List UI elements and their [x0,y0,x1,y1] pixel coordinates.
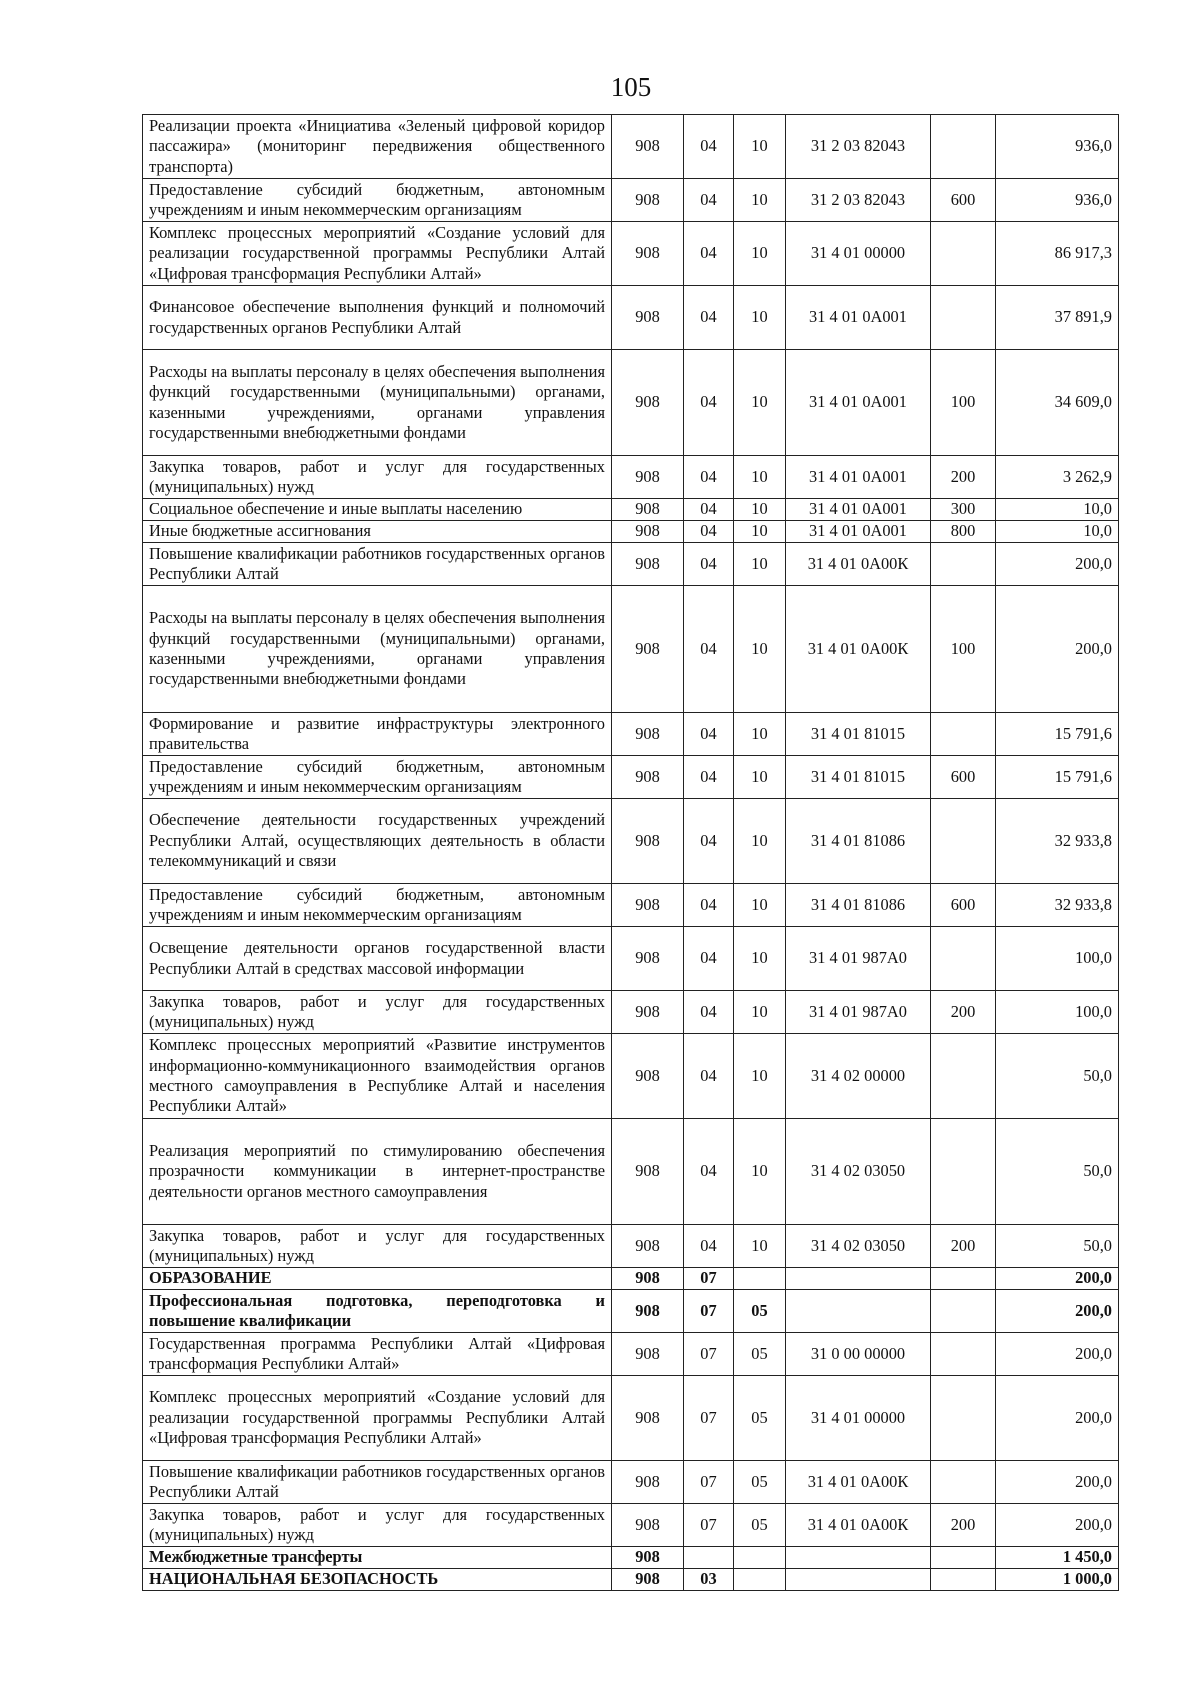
subsection-code-cell: 10 [734,713,786,756]
target-article-cell: 31 2 03 82043 [786,115,931,179]
amount-cell: 34 609,0 [996,350,1119,456]
section-code-cell: 04 [684,991,734,1034]
amount-cell: 100,0 [996,927,1119,991]
subsection-code-cell: 10 [734,1225,786,1268]
expense-type-cell [931,1376,996,1461]
table-row [143,1225,1119,1268]
ministry-code-cell: 908 [612,586,684,713]
amount-cell: 200,0 [996,543,1119,586]
amount-cell: 37 891,9 [996,286,1119,350]
subsection-code-cell: 10 [734,222,786,286]
ministry-code-cell: 908 [612,1034,684,1119]
expense-name-cell: Государственная программа Республики Алтай «Цифровая трансформация Республики Алтай» [143,1333,612,1376]
section-code-cell: 04 [684,1119,734,1225]
ministry-code-cell: 908 [612,1268,684,1290]
ministry-code-cell: 908 [612,713,684,756]
amount-cell: 50,0 [996,1034,1119,1119]
expense-type-cell [931,1290,996,1333]
table-row [143,927,1119,991]
subsection-code-cell: 10 [734,543,786,586]
subsection-code-cell [734,1569,786,1591]
section-code-cell: 04 [684,350,734,456]
amount-cell: 200,0 [996,1376,1119,1461]
section-code-cell: 04 [684,586,734,713]
target-article-cell: 31 4 01 0А001 [786,350,931,456]
ministry-code-cell: 908 [612,1504,684,1547]
target-article-cell: 31 4 02 03050 [786,1225,931,1268]
target-article-cell: 31 4 01 987А0 [786,927,931,991]
table-row [143,756,1119,799]
expense-name-cell: Расходы на выплаты персоналу в целях обеспечения выполнения функций государственными (муниципальными) органами, казенными учреждениями, органами управления государственными внебюджетными фондами [143,586,612,713]
amount-cell: 10,0 [996,499,1119,521]
amount-cell: 200,0 [996,1268,1119,1290]
target-article-cell [786,1290,931,1333]
subsection-code-cell: 10 [734,756,786,799]
expense-type-cell: 100 [931,350,996,456]
ministry-code-cell: 908 [612,1376,684,1461]
table-row [143,713,1119,756]
section-code-cell: 04 [684,713,734,756]
table-row [143,1504,1119,1547]
target-article-cell: 31 4 01 81015 [786,756,931,799]
ministry-code-cell: 908 [612,756,684,799]
expense-type-cell: 200 [931,1225,996,1268]
expense-type-cell [931,1547,996,1569]
expense-type-cell: 200 [931,1504,996,1547]
expense-type-cell [931,286,996,350]
ministry-code-cell: 908 [612,1225,684,1268]
amount-cell: 15 791,6 [996,713,1119,756]
amount-cell: 32 933,8 [996,799,1119,884]
expense-name-cell: Межбюджетные трансферты [143,1547,612,1569]
ministry-code-cell: 908 [612,1119,684,1225]
expense-type-cell: 100 [931,586,996,713]
amount-cell: 1 450,0 [996,1547,1119,1569]
table-row [143,586,1119,713]
amount-cell: 200,0 [996,1333,1119,1376]
subsection-code-cell: 10 [734,350,786,456]
expense-type-cell [931,1461,996,1504]
table-row [143,222,1119,286]
subsection-code-cell: 10 [734,179,786,222]
table-row [143,884,1119,927]
expense-name-cell: Предоставление субсидий бюджетным, автономным учреждениям и иным некоммерческим организациям [143,179,612,222]
expense-type-cell [931,1268,996,1290]
expense-type-cell [931,222,996,286]
table-row [143,115,1119,179]
table-row [143,1290,1119,1333]
table-row [143,499,1119,521]
table-row [143,1461,1119,1504]
subsection-code-cell: 10 [734,991,786,1034]
ministry-code-cell: 908 [612,286,684,350]
section-code-cell: 04 [684,115,734,179]
section-code-cell: 04 [684,756,734,799]
subsection-code-cell: 10 [734,521,786,543]
section-code-cell: 07 [684,1290,734,1333]
section-code-cell: 04 [684,179,734,222]
subsection-code-cell: 05 [734,1333,786,1376]
table-row [143,799,1119,884]
amount-cell: 936,0 [996,179,1119,222]
expense-type-cell [931,1119,996,1225]
expense-name-cell: Комплекс процессных мероприятий «Развитие инструментов информационно-коммуникационного взаимодействия органов местного самоуправления в Республике Алтай и населения Республики Алтай» [143,1034,612,1119]
expense-type-cell [931,713,996,756]
target-article-cell: 31 4 01 0А001 [786,286,931,350]
expense-name-cell: Реализация мероприятий по стимулированию обеспечения прозрачности коммуникации в интернет-пространстве деятельности органов местного самоуправления [143,1119,612,1225]
ministry-code-cell: 908 [612,179,684,222]
target-article-cell: 31 4 01 0А001 [786,499,931,521]
expense-type-cell: 600 [931,756,996,799]
subsection-code-cell [734,1268,786,1290]
section-code-cell: 04 [684,286,734,350]
subsection-code-cell: 10 [734,884,786,927]
section-code-cell: 07 [684,1504,734,1547]
expense-name-cell: Профессиональная подготовка, переподготовка и повышение квалификации [143,1290,612,1333]
expense-name-cell: Иные бюджетные ассигнования [143,521,612,543]
expense-name-cell: Закупка товаров, работ и услуг для государственных (муниципальных) нужд [143,1225,612,1268]
target-article-cell: 31 4 01 987А0 [786,991,931,1034]
target-article-cell: 31 4 01 0А00К [786,1504,931,1547]
amount-cell: 200,0 [996,1290,1119,1333]
ministry-code-cell: 908 [612,1461,684,1504]
table-row [143,1333,1119,1376]
amount-cell: 15 791,6 [996,756,1119,799]
expense-type-cell [931,799,996,884]
table-row [143,521,1119,543]
subsection-code-cell: 10 [734,1034,786,1119]
expense-type-cell [931,543,996,586]
ministry-code-cell: 908 [612,884,684,927]
subsection-code-cell: 10 [734,286,786,350]
amount-cell: 1 000,0 [996,1569,1119,1591]
target-article-cell: 31 4 01 0А001 [786,521,931,543]
expense-name-cell: Комплекс процессных мероприятий «Создание условий для реализации государственной программы Республики Алтай «Цифровая трансформация Республики Алтай» [143,1376,612,1461]
amount-cell: 3 262,9 [996,456,1119,499]
section-code-cell: 07 [684,1333,734,1376]
target-article-cell: 31 0 00 00000 [786,1333,931,1376]
subsection-code-cell: 10 [734,799,786,884]
table-row [143,1268,1119,1290]
subsection-code-cell: 05 [734,1461,786,1504]
subsection-code-cell: 05 [734,1504,786,1547]
amount-cell: 86 917,3 [996,222,1119,286]
ministry-code-cell: 908 [612,927,684,991]
ministry-code-cell: 908 [612,991,684,1034]
table-row [143,179,1119,222]
expense-name-cell: ОБРАЗОВАНИЕ [143,1268,612,1290]
expense-type-cell [931,115,996,179]
table-row [143,350,1119,456]
expense-name-cell: Социальное обеспечение и иные выплаты населению [143,499,612,521]
expense-name-cell: Повышение квалификации работников государственных органов Республики Алтай [143,1461,612,1504]
section-code-cell: 04 [684,1225,734,1268]
section-code-cell: 03 [684,1569,734,1591]
expense-type-cell: 600 [931,884,996,927]
ministry-code-cell: 908 [612,1547,684,1569]
target-article-cell [786,1547,931,1569]
target-article-cell [786,1569,931,1591]
section-code-cell: 04 [684,521,734,543]
section-code-cell: 07 [684,1268,734,1290]
section-code-cell: 04 [684,499,734,521]
expense-type-cell [931,1333,996,1376]
section-code-cell: 04 [684,222,734,286]
amount-cell: 200,0 [996,1461,1119,1504]
table-row [143,991,1119,1034]
ministry-code-cell: 908 [612,1569,684,1591]
ministry-code-cell: 908 [612,115,684,179]
section-code-cell: 04 [684,884,734,927]
subsection-code-cell: 10 [734,456,786,499]
ministry-code-cell: 908 [612,1333,684,1376]
expense-name-cell: Формирование и развитие инфраструктуры электронного правительства [143,713,612,756]
expense-type-cell [931,927,996,991]
amount-cell: 32 933,8 [996,884,1119,927]
subsection-code-cell [734,1547,786,1569]
subsection-code-cell: 10 [734,927,786,991]
ministry-code-cell: 908 [612,1290,684,1333]
table-row [143,1547,1119,1569]
amount-cell: 50,0 [996,1225,1119,1268]
amount-cell: 200,0 [996,1504,1119,1547]
expense-name-cell: Предоставление субсидий бюджетным, автономным учреждениям и иным некоммерческим организациям [143,884,612,927]
expense-type-cell: 300 [931,499,996,521]
ministry-code-cell: 908 [612,799,684,884]
expense-type-cell: 200 [931,991,996,1034]
section-code-cell: 07 [684,1376,734,1461]
budget-table [142,114,1119,1591]
section-code-cell: 04 [684,799,734,884]
target-article-cell: 31 4 01 81086 [786,799,931,884]
section-code-cell [684,1547,734,1569]
section-code-cell: 04 [684,543,734,586]
expense-name-cell: Финансовое обеспечение выполнения функций и полномочий государственных органов Республики Алтай [143,286,612,350]
expense-name-cell: Повышение квалификации работников государственных органов Республики Алтай [143,543,612,586]
budget-table-body [143,115,1119,1591]
table-row [143,1376,1119,1461]
expense-name-cell: Закупка товаров, работ и услуг для государственных (муниципальных) нужд [143,991,612,1034]
section-code-cell: 07 [684,1461,734,1504]
section-code-cell: 04 [684,1034,734,1119]
table-row [143,456,1119,499]
expense-name-cell: Закупка товаров, работ и услуг для государственных (муниципальных) нужд [143,1504,612,1547]
expense-name-cell: Расходы на выплаты персоналу в целях обеспечения выполнения функций государственными (муниципальными) органами, казенными учреждениями, органами управления государственными внебюджетными фондами [143,350,612,456]
section-code-cell: 04 [684,927,734,991]
amount-cell: 936,0 [996,115,1119,179]
subsection-code-cell: 10 [734,586,786,713]
target-article-cell: 31 4 01 81086 [786,884,931,927]
amount-cell: 10,0 [996,521,1119,543]
target-article-cell: 31 4 01 0А00К [786,543,931,586]
table-row [143,1034,1119,1119]
subsection-code-cell: 10 [734,499,786,521]
expense-name-cell: Обеспечение деятельности государственных учреждений Республики Алтай, осуществляющих деятельность в области телекоммуникаций и связи [143,799,612,884]
target-article-cell: 31 4 01 0А001 [786,456,931,499]
ministry-code-cell: 908 [612,499,684,521]
target-article-cell: 31 4 01 0А00К [786,586,931,713]
table-row [143,1569,1119,1591]
ministry-code-cell: 908 [612,521,684,543]
target-article-cell: 31 4 02 00000 [786,1034,931,1119]
target-article-cell: 31 4 01 0А00К [786,1461,931,1504]
target-article-cell: 31 2 03 82043 [786,179,931,222]
expense-type-cell [931,1569,996,1591]
table-row [143,1119,1119,1225]
expense-name-cell: НАЦИОНАЛЬНАЯ БЕЗОПАСНОСТЬ [143,1569,612,1591]
ministry-code-cell: 908 [612,350,684,456]
amount-cell: 200,0 [996,586,1119,713]
expense-type-cell: 200 [931,456,996,499]
expense-name-cell: Закупка товаров, работ и услуг для государственных (муниципальных) нужд [143,456,612,499]
expense-name-cell: Комплекс процессных мероприятий «Создание условий для реализации государственной программы Республики Алтай «Цифровая трансформация Республики Алтай» [143,222,612,286]
table-row [143,543,1119,586]
ministry-code-cell: 908 [612,456,684,499]
target-article-cell [786,1268,931,1290]
expense-name-cell: Предоставление субсидий бюджетным, автономным учреждениям и иным некоммерческим организациям [143,756,612,799]
section-code-cell: 04 [684,456,734,499]
target-article-cell: 31 4 01 00000 [786,222,931,286]
page-number: 105 [610,72,652,102]
target-article-cell: 31 4 01 00000 [786,1376,931,1461]
ministry-code-cell: 908 [612,222,684,286]
subsection-code-cell: 05 [734,1290,786,1333]
ministry-code-cell: 908 [612,543,684,586]
subsection-code-cell: 10 [734,1119,786,1225]
table-row [143,286,1119,350]
target-article-cell: 31 4 02 03050 [786,1119,931,1225]
subsection-code-cell: 05 [734,1376,786,1461]
expense-type-cell: 800 [931,521,996,543]
subsection-code-cell: 10 [734,115,786,179]
expense-name-cell: Освещение деятельности органов государственной власти Республики Алтай в средствах массовой информации [143,927,612,991]
target-article-cell: 31 4 01 81015 [786,713,931,756]
expense-name-cell: Реализации проекта «Инициатива «Зеленый цифровой коридор пассажира» (мониторинг передвижения общественного транспорта) [143,115,612,179]
expense-type-cell [931,1034,996,1119]
amount-cell: 100,0 [996,991,1119,1034]
expense-type-cell: 600 [931,179,996,222]
amount-cell: 50,0 [996,1119,1119,1225]
